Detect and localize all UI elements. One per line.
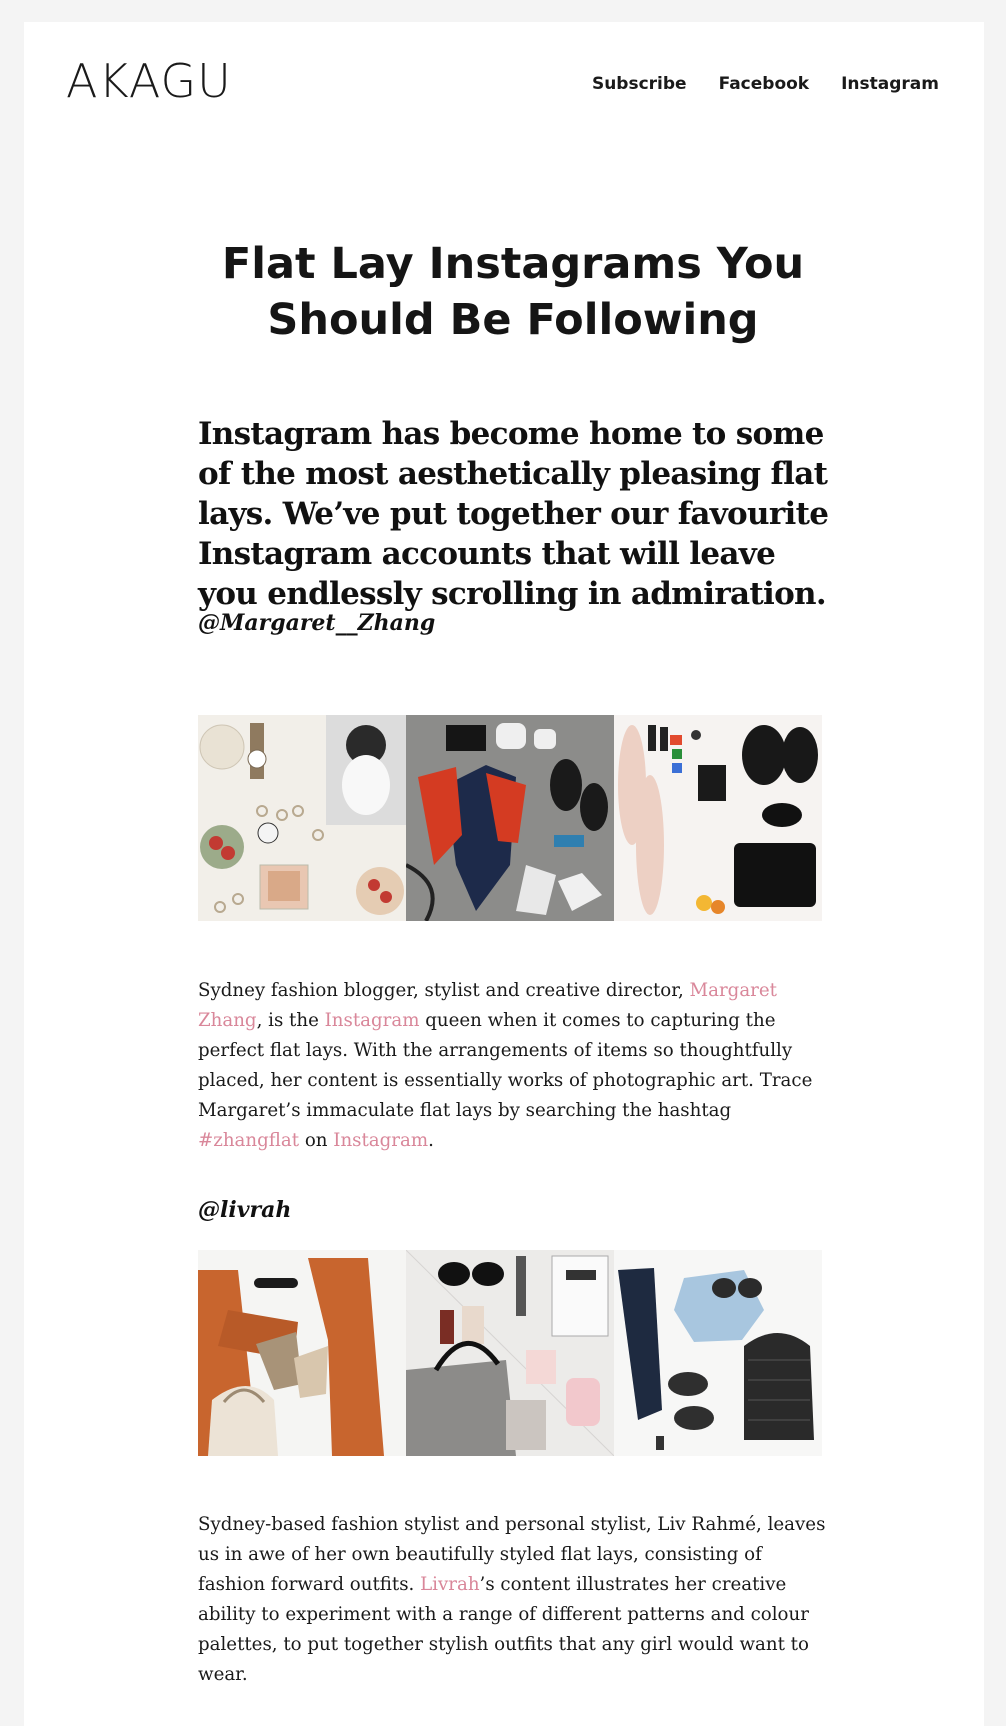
nav-instagram[interactable]: Instagram xyxy=(841,74,939,94)
flatlay-image[interactable] xyxy=(406,1250,614,1456)
section-paragraph-livrah: Sydney-based fashion stylist and personal stylist, Liv Rahmé, leaves us in awe of her own beautifully styled flat lays, consisting of fashion forward outfits. Livrah’s content illustrates her creative ability to experiment with a range of different patterns and colour palettes, to put together stylish outfits that any girl would want to wear. xyxy=(198,1514,826,1685)
gallery-margaret xyxy=(198,715,822,921)
flatlay-image[interactable] xyxy=(406,715,614,921)
page xyxy=(24,22,984,1726)
gallery-livrah xyxy=(198,1250,822,1456)
nav-subscribe[interactable]: Subscribe xyxy=(591,74,687,94)
main-nav xyxy=(592,74,939,94)
link-livrah[interactable]: Livrah xyxy=(420,1574,480,1595)
article-intro: Instagram has become home to some of the most aesthetically pleasing flat lays. We’ve put together our favourite Instagram accounts that will leave you endlessly scrolling in admiration. xyxy=(198,416,829,612)
section-handle-livrah: @livrah xyxy=(198,1197,292,1223)
flatlay-image[interactable] xyxy=(614,715,822,921)
link-instagram[interactable]: Instagram xyxy=(324,1010,420,1031)
link-instagram[interactable]: Instagram xyxy=(333,1130,429,1151)
site-logo[interactable]: AKAGU xyxy=(66,54,232,108)
section-paragraph-margaret: Sydney fashion blogger, stylist and creative director, Margaret Zhang, is the Instagram queen when it comes to capturing the perfect flat lays. With the arrangements of items so thoughtfully placed, her content is essentially works of photographic art. Trace Margaret’s immaculate flat lays by searching the hashtag #zhangflat on Instagram. xyxy=(198,980,813,1151)
article-title: Flat Lay Instagrams You Should Be Following xyxy=(221,239,805,345)
flatlay-image[interactable] xyxy=(198,1250,406,1456)
section-handle-margaret: @Margaret__Zhang xyxy=(198,610,436,636)
link-margaret-zhang[interactable]: Margaret Zhang xyxy=(198,980,777,1031)
flatlay-image[interactable] xyxy=(198,715,406,921)
flatlay-image[interactable] xyxy=(614,1250,822,1456)
link-hashtag-zhangflat[interactable]: #zhangflat xyxy=(198,1130,300,1151)
nav-facebook[interactable]: Facebook xyxy=(718,74,810,94)
